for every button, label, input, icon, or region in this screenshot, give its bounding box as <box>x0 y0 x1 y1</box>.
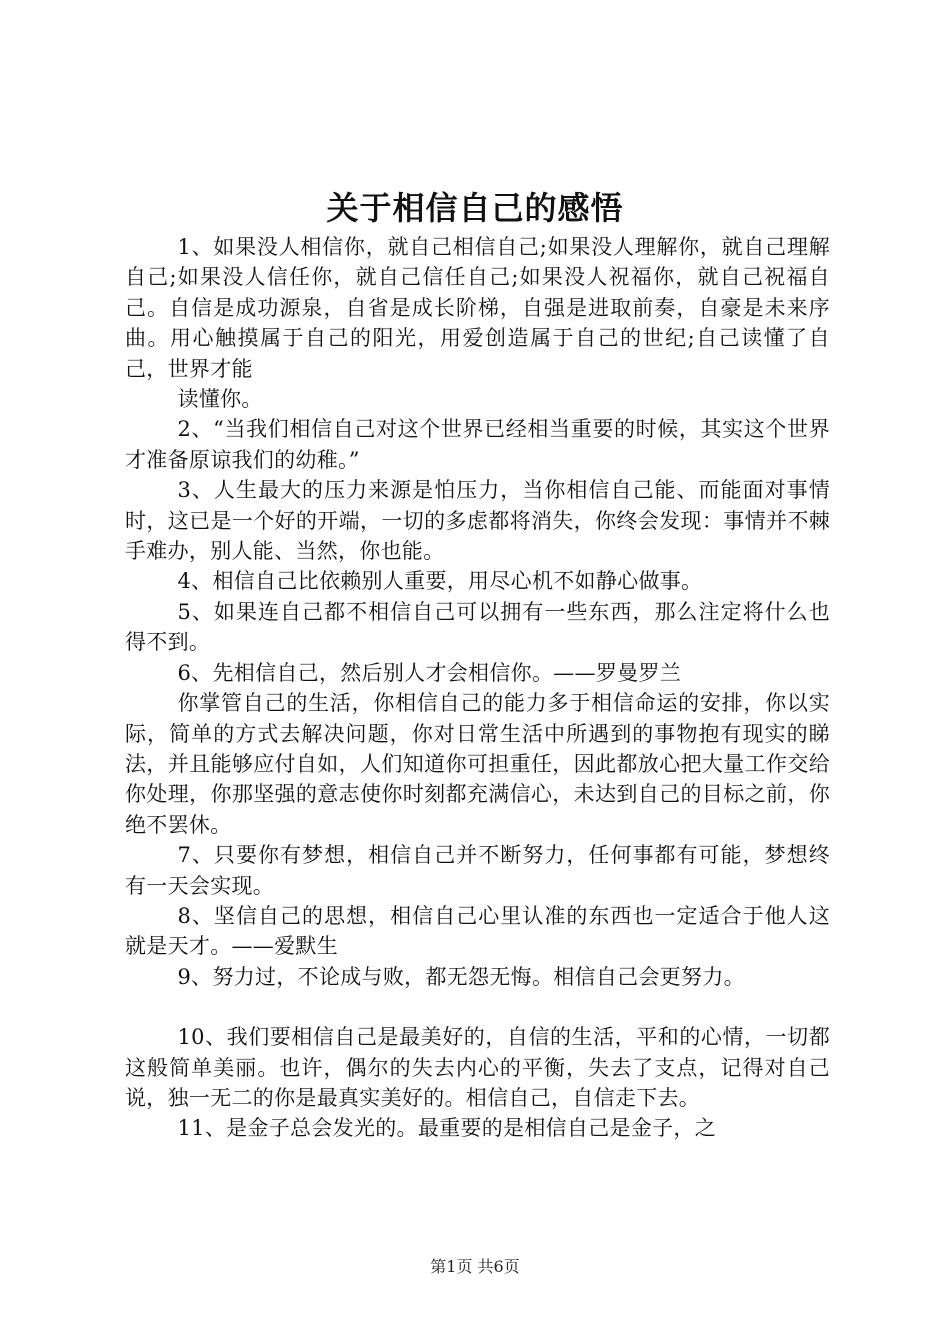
paragraph-11: 11、是金子总会发光的。最重要的是相信自己是金子，之 <box>177 1116 717 1141</box>
paragraph-6-commentary: 你掌管自己的生活，你相信自己的能力多于相信命运的安排，你以实际，简单的方式去解决问题，你对日常生活中所遇到的事物抱有现实的睇法，并且能够应付自如，人们知道你可担重任，因此都放心把大量工作交给你处理，你那坚强的意志使你时刻都充满信心，未达到自己的目标之前，你绝不罢休。 <box>125 691 830 837</box>
paragraph-9: 9、努力过，不论成与败，都无怨无悔。相信自己会更努力。 <box>177 964 745 989</box>
paragraph-6: 6、先相信自己，然后别人才会相信你。——罗曼罗兰 <box>177 660 682 685</box>
paragraph-7: 7、只要你有梦想，相信自己并不断努力，任何事都有可能，梦想终有一天会实现。 <box>125 843 830 898</box>
page-footer: 第1页 共6页 <box>430 1257 520 1276</box>
paragraph-1: 1、如果没人相信你，就自己相信自己;如果没人理解你，就自己理解自己;如果没人信任你，就自己信任自己;如果没人祝福你，就自己祝福自己。自信是成功源泉，自省是成长阶梯，自强是进取前奏，自豪是未来序曲。用心触摸属于自己的阳光，用爱创造属于自己的世纪;自己读懂了自己，世界才能 <box>125 235 830 381</box>
paragraph-10: 10、我们要相信自己是最美好的，自信的生活，平和的心情，一切都这般简单美丽。也许，偶尔的失去内心的平衡，失去了支点，记得对自己说，独一无二的你是最真实美好的。相信自己，自信走下去。 <box>125 1025 830 1110</box>
paragraph-2: 2、“当我们相信自己对这个世界已经相当重要的时候，其实这个世界才准备原谅我们的幼稚。” <box>125 417 830 472</box>
paragraph-3: 3、人生最大的压力来源是怕压力，当你相信自己能、而能面对事情时，这已是一个好的开端，一切的多虑都将消失，你终会发现：事情并不棘手难办，别人能、当然，你也能。 <box>125 478 830 564</box>
paragraph-4: 4、相信自己比依赖别人重要，用尽心机不如静心做事。 <box>177 569 703 594</box>
paragraph-8: 8、坚信自己的思想，相信自己心里认准的东西也一定适合于他人这就是天才。——爱默生 <box>125 903 830 959</box>
paragraph-5: 5、如果连自己都不相信自己可以拥有一些东西，那么注定将什么也得不到。 <box>125 599 830 655</box>
document-title: 关于相信自己的感悟 <box>326 189 624 227</box>
paragraph-1-continuation: 读懂你。 <box>177 387 263 412</box>
document-body <box>125 232 830 1144</box>
